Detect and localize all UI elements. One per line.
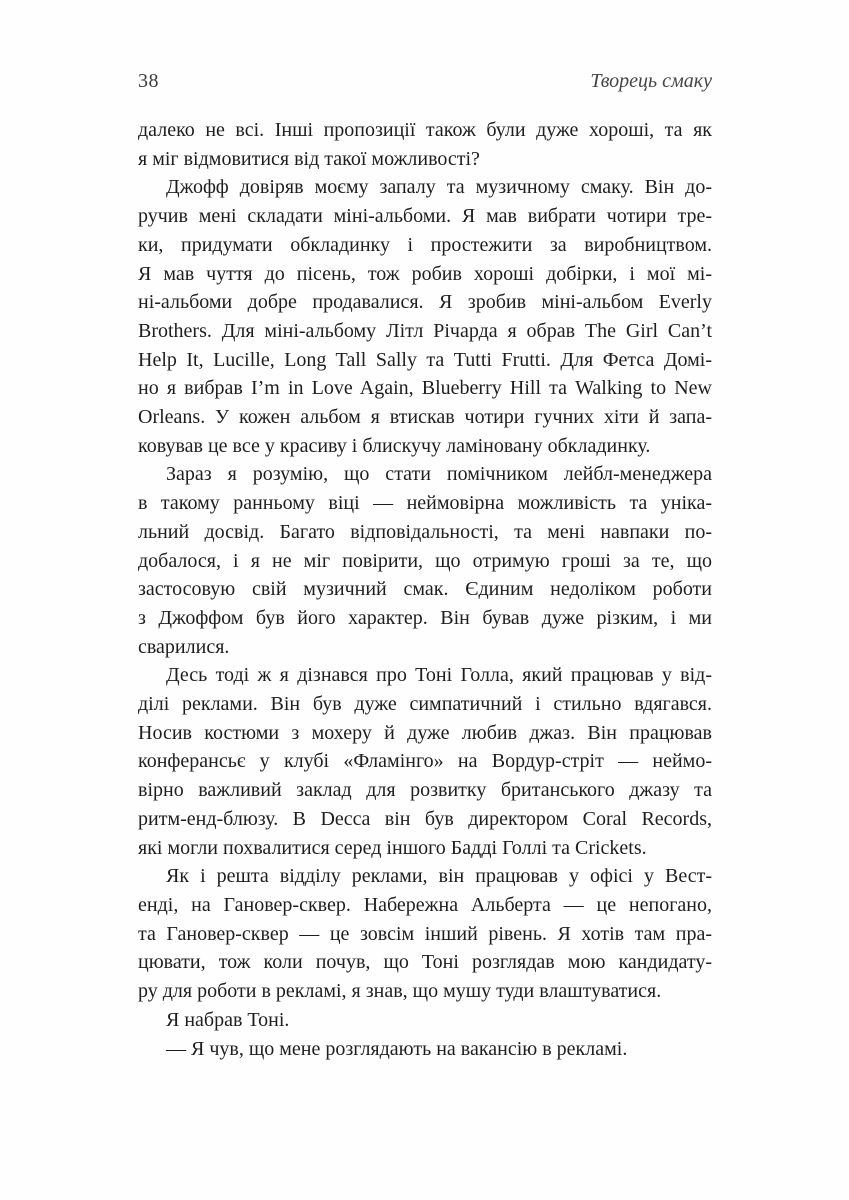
running-head: Творець смаку (590, 70, 712, 92)
paragraph (138, 116, 712, 173)
body-line: но я вибрав I’m in Love Again, Blueberry Hill та Walking to New (138, 377, 712, 400)
body-line: Джофф довіряв моєму запалу та музичному смаку. Він до- (166, 176, 712, 199)
body-line: добалося, і я не міг повірити, що отримую гроші за те, що (138, 549, 712, 572)
body-text (138, 116, 712, 1063)
body-line: з Джоффом був його характер. Він бував дуже різким, і ми (138, 606, 712, 629)
paragraph (138, 460, 712, 661)
body-line: — Я чув, що мене розглядають на вакансію в рекламі. (166, 1037, 628, 1060)
body-line: та Гановер-сквер — це зовсім інший рівень. Я хотів там пра- (138, 922, 712, 945)
body-line: цювати, тож коли почув, що Тоні розглядав мою кандидату- (138, 951, 712, 974)
body-line: ру для роботи в рекламі, я знав, що мушу туди влаштуватися. (138, 980, 662, 1003)
body-line: ритм-енд-блюзу. В Decca він був директором Coral Records, (138, 807, 712, 830)
body-line: застосовую свій музичний смак. Єдиним недоліком роботи (138, 578, 712, 601)
body-line: енді, на Гановер-сквер. Набережна Альберта — це непогано, (138, 893, 712, 916)
body-line: льний досвід. Багато відповідальності, та мені навпаки по- (138, 520, 712, 543)
page-number: 38 (138, 70, 159, 92)
body-line: ручив мені складати міні-альбоми. Я мав вибрати чотири тре- (138, 205, 712, 228)
body-line: Як і решта відділу реклами, він працював у офісі у Вест- (166, 865, 712, 888)
body-line: ки, придумати обкладинку і простежити за виробництвом. (138, 233, 712, 256)
body-line: Носив костюми з мохеру й дуже любив джаз. Він працював (138, 721, 712, 744)
body-line: Я мав чуття до пісень, тож робив хороші добірки, і мої мі- (138, 262, 712, 285)
paragraph (138, 1035, 712, 1064)
body-line: Brothers. Для міні-альбому Літл Річарда я обрав The Girl Can’t (138, 319, 712, 342)
body-line: Десь тоді ж я дізнався про Тоні Голла, який працював у від- (166, 664, 712, 687)
body-line: ковував це все у красиву і блискучу ламіновану обкладинку. (138, 434, 651, 457)
body-line: Orleans. У кожен альбом я втискав чотири гучних хіти й запа- (138, 406, 712, 429)
body-line: ні-альбоми добре продавалися. Я зробив міні-альбом Everly (138, 291, 712, 314)
body-line: в такому ранньому віці — неймовірна можливість та уніка- (138, 492, 712, 515)
body-line: вірно важливий заклад для розвитку британського джазу та (138, 779, 712, 802)
paragraph (138, 862, 712, 1006)
paragraph (138, 1006, 712, 1035)
body-line: ділі реклами. Він був дуже симпатичний і стильно вдягався. (138, 693, 712, 716)
body-line: конферансьє у клубі «Фламінго» на Вордур-стріт — неймо- (138, 750, 712, 773)
paragraph (138, 661, 712, 862)
body-line: Я набрав Тоні. (166, 1008, 290, 1031)
body-line: Help It, Lucille, Long Tall Sally та Tutti Frutti. Для Фетса Домі- (138, 348, 712, 371)
body-line: сварилися. (138, 635, 230, 658)
page-header (138, 70, 712, 93)
body-line: я міг відмовитися від такої можливості? (138, 147, 480, 170)
body-line: далеко не всі. Інші пропозиції також були дуже хороші, та як (138, 119, 712, 141)
body-line: які могли похвалитися серед іншого Бадді Голлі та Crickets. (138, 836, 647, 859)
body-line: Зараз я розумію, що стати помічником лейбл-менеджера (166, 463, 712, 486)
paragraph (138, 173, 712, 460)
